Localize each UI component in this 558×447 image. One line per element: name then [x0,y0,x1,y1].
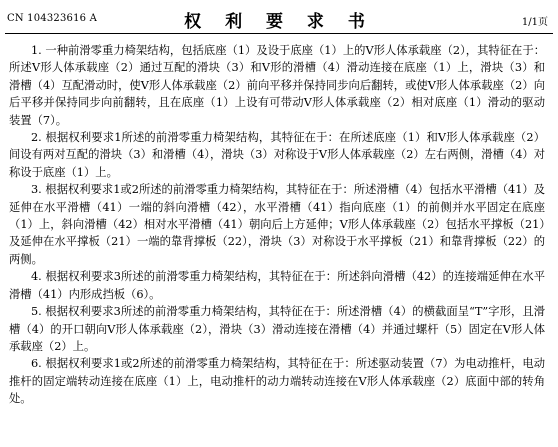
page-title: 权 利 要 求 书 [184,12,374,32]
claim-5: 5. 根据权利要求3所述的前滑零重力椅架结构，其特征在于：所述滑槽（4）的横截面呈“T”字形，且滑槽（4）的开口朝向V形人体承载座（2），滑块（3）滑动连接在滑槽（4）并通过螺杆（5）固定在V形人体承载座（2）上。 [9,305,545,353]
claim-1: 1. 一种前滑零重力椅架结构，包括底座（1）及设于底座（1）上的V形人体承载座（2），其特征在于：所述V形人体承载座（2）通过互配的滑块（3）和V形的滑槽（4）滑动连接在底座（1）上，滑块（3）和滑槽（4）互配滑动时，使V形人体承载座（2）前向平移并保持同步向后翻转，或使V形人体承载座（2）向后平移并保持同步向前翻转，且在底座（1）上设有可带动V形人体承载座（2）相对底座（1）滑动的驱动装置（7）。 [9,44,545,127]
claim-4: 4. 根据权利要求3所述的前滑零重力椅架结构，其特征在于：所述斜向滑槽（42）的连接端延伸在水平滑槽（41）内形成挡板（6）。 [9,270,545,301]
page-indicator: 1/1页 [521,17,548,28]
claim-2: 2. 根据权利要求1所述的前滑零重力椅架结构，其特征在于：在所述底座（1）和V形人体承载座（2）间设有两对互配的滑块（3）和滑槽（4），滑块（3）对称设于V形人体承载座（2）左右两侧，滑槽（4）对称设于底座（1）上。 [9,131,545,179]
claim-6: 6. 根据权利要求1或2所述的前滑零重力椅架结构，其特征在于：所述驱动装置（7）为电动推杆，电动推杆的固定端转动连接在底座（1）上，电动推杆的动力端转动连接在V形人体承载座（2）底面中部的转角处。 [9,357,545,406]
page-header [0,0,558,36]
header-divider [5,33,553,34]
claims-body [9,42,545,408]
claim-3: 3. 根据权利要求1或2所述的前滑零重力椅架结构，其特征在于：所述滑槽（4）包括水平滑槽（41）及延伸在水平滑槽（41）一端的斜向滑槽（42），水平滑槽（41）指向底座（1）的前侧并水平固定在底座（1）上，斜向滑槽（42）相对水平滑槽（41）朝向后上方延伸；V形人体承载座（2）包括水平撑板（21）及延伸在水平撑板（21）一端的靠背撑板（22），滑块（3）对称设于水平撑板（21）和靠背撑板（22）的两侧。 [9,183,545,266]
publication-number: CN 104323616 A [7,13,98,24]
